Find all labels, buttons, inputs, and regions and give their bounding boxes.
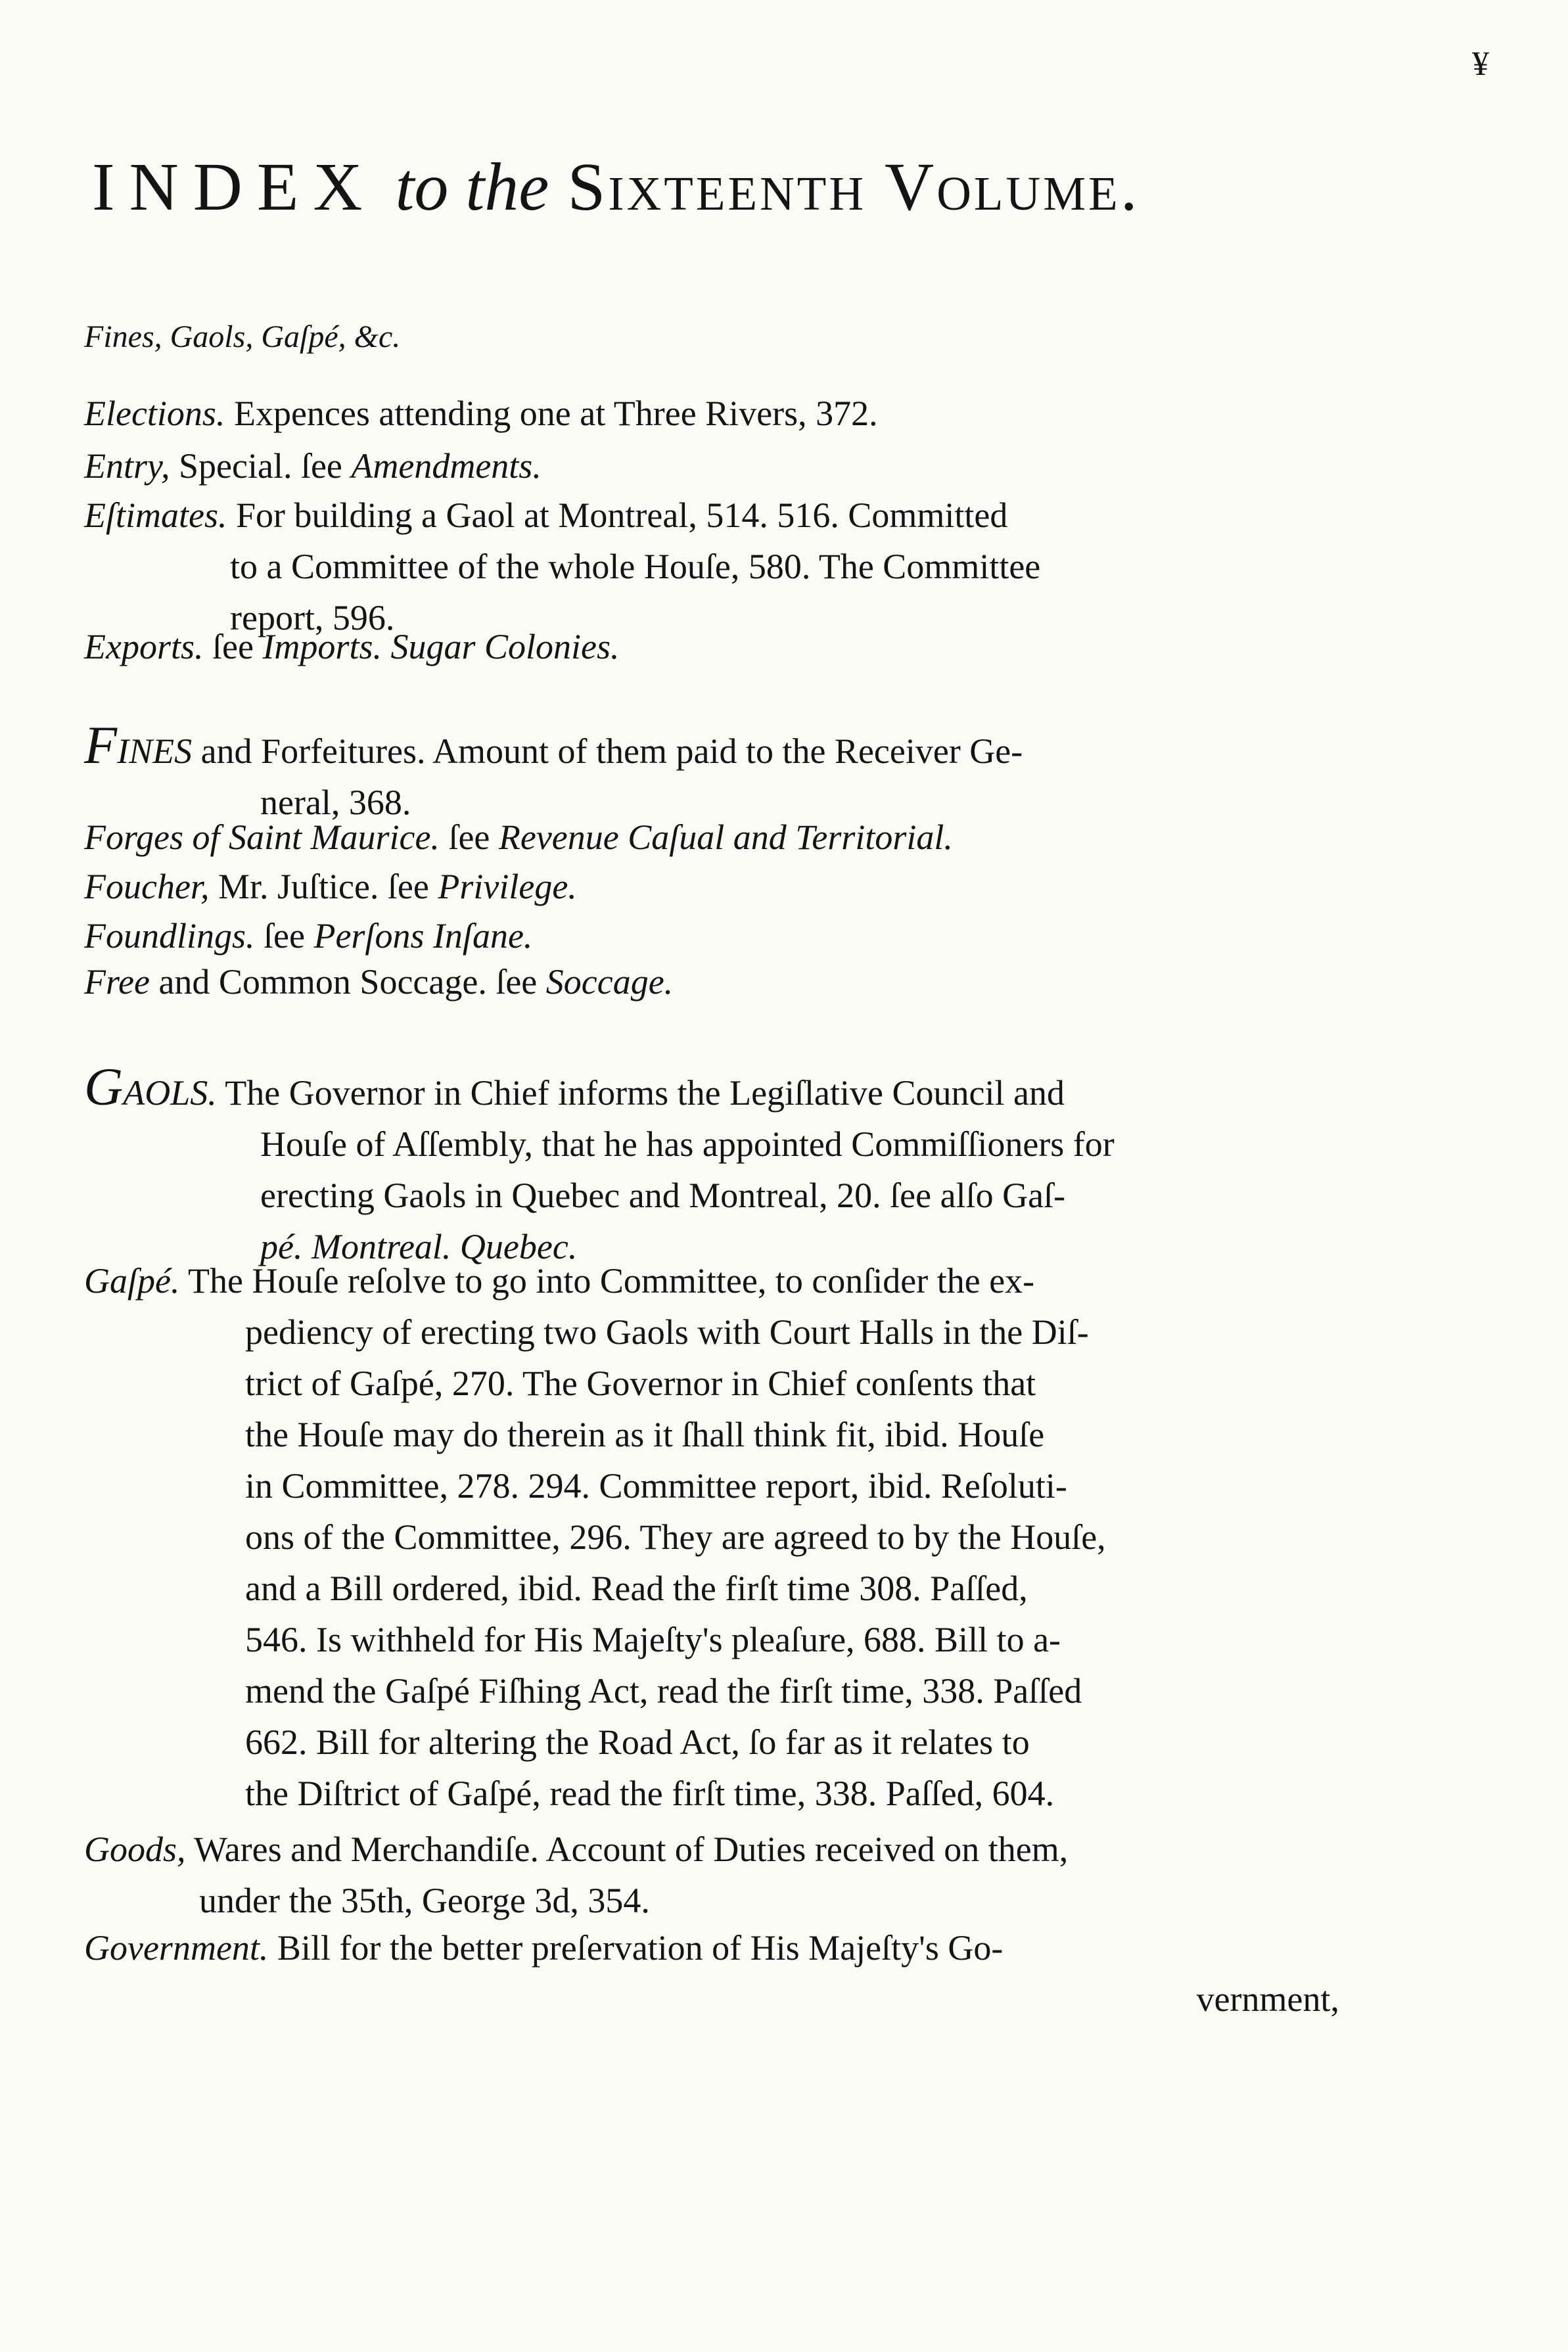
entry-text: Mr. Juſtice. ſee: [218, 867, 429, 906]
entry-line: 662. Bill for altering the Road Act, ſo far as it relates to: [245, 1722, 1030, 1762]
entry-gaspe: [84, 1255, 1339, 1819]
entry-line: Wares and Merchandiſe. Account of Duties received on them,: [194, 1830, 1069, 1869]
entry-head: Goods,: [84, 1830, 186, 1869]
entry-line: The Governor in Chief informs the Legiſlative Council and: [225, 1073, 1065, 1113]
entry-line: pé. Montreal. Quebec.: [260, 1227, 578, 1266]
entry-foundlings: [84, 910, 1339, 961]
entry-head: Foundlings.: [84, 916, 255, 956]
entry-line: under the 35th, George 3d, 354.: [199, 1881, 650, 1920]
entry-exports: [84, 621, 1339, 672]
entry-line: The Houſe reſolve to go into Committee, to conſider the ex-: [188, 1261, 1035, 1301]
page-title: [92, 148, 1140, 226]
entry-ref: Revenue Caſual and Territorial.: [498, 818, 953, 857]
entry-head: Forges of Saint Maurice.: [84, 818, 440, 857]
entry-line: vernment,: [1196, 1979, 1339, 2019]
entry-line: erecting Gaols in Quebec and Montreal, 20. ſee alſo Gaſ-: [260, 1176, 1066, 1215]
entry-head: Entry,: [84, 446, 170, 486]
entry-entry: [84, 440, 1339, 492]
section-word: AOLS.: [123, 1073, 217, 1113]
entry-ref: Privilege.: [438, 867, 577, 906]
entry-head: Free: [84, 962, 150, 1002]
entry-forges: [84, 812, 1339, 863]
section-word: INES: [117, 731, 193, 771]
entry-line: in Committee, 278. 294. Committee report, ibid. Reſoluti-: [245, 1466, 1067, 1506]
entry-head: Gaſpé.: [84, 1261, 180, 1301]
entry-text: Special. ſee: [179, 446, 342, 486]
entry-text: Expences attending one at Three Rivers, 372.: [233, 394, 878, 433]
entry-head: Foucher,: [84, 867, 210, 906]
title-sixteenth: Sixteenth: [567, 149, 867, 225]
section-letter: F: [84, 715, 118, 775]
entry-line: Houſe of Aſſembly, that he has appointed Commiſſioners for: [260, 1124, 1115, 1164]
entry-line: For building a Gaol at Montreal, 514. 516. Committed: [235, 496, 1008, 535]
entry-text: and Common Soccage. ſee: [158, 962, 538, 1002]
entry-text: ſee: [448, 818, 490, 857]
title-to-the: to the: [395, 149, 549, 225]
entry-free: [84, 956, 1339, 1007]
corner-mark: ¥: [1472, 45, 1489, 83]
entry-line: to a Committee of the whole Houſe, 580. The Committee: [230, 547, 1041, 586]
section-letter: G: [84, 1057, 124, 1117]
title-index: INDEX: [92, 149, 377, 225]
entry-line: report, 596.: [230, 598, 395, 637]
entry-line: and Forfeitures. Amount of them paid to the Receiver Ge-: [200, 731, 1023, 771]
entry-ref: Sugar Colonies.: [390, 627, 620, 666]
entry-ref: Imports.: [262, 627, 382, 666]
section-gaols: [84, 1057, 1339, 1272]
entry-line: pediency of erecting two Gaols with Court Halls in the Diſ-: [245, 1312, 1089, 1352]
entry-head: Elections.: [84, 394, 225, 433]
entry-head: Eſtimates.: [84, 496, 227, 535]
entry-line: the Diſtrict of Gaſpé, read the firſt time, 338. Paſſed, 604.: [245, 1774, 1055, 1813]
entry-line: 546. Is withheld for His Majeſty's pleaſure, 688. Bill to a-: [245, 1620, 1061, 1659]
entry-goods: [84, 1824, 1339, 1926]
entry-head: Exports.: [84, 627, 204, 666]
entry-text: ſee: [212, 627, 254, 666]
entry-line: the Houſe may do therein as it ſhall think fit, ibid. Houſe: [245, 1415, 1045, 1454]
entry-line: neral, 368.: [260, 783, 411, 822]
entry-government: [84, 1922, 1339, 2025]
entry-elections: [84, 388, 1339, 439]
entry-ref: Perſons Inſane.: [313, 916, 533, 956]
entry-text: ſee: [264, 916, 305, 956]
entry-foucher: [84, 861, 1339, 912]
entry-line: ons of the Committee, 296. They are agreed to by the Houſe,: [245, 1517, 1106, 1557]
entry-ref: Soccage.: [545, 962, 674, 1002]
entry-line: mend the Gaſpé Fiſhing Act, read the firſt time, 338. Paſſed: [245, 1671, 1082, 1711]
entry-line: Bill for the better preſervation of His Majeſty's Go-: [277, 1928, 1003, 1968]
running-head: Fines, Gaols, Gaſpé, &c.: [84, 319, 401, 354]
entry-line: and a Bill ordered, ibid. Read the firſt time 308. Paſſed,: [245, 1569, 1028, 1608]
entry-line: trict of Gaſpé, 270. The Governor in Chief conſents that: [245, 1364, 1036, 1403]
entry-head: Government.: [84, 1928, 269, 1968]
title-volume: Volume.: [885, 149, 1140, 225]
entry-ref: Amendments.: [351, 446, 542, 486]
entry-estimates: [84, 490, 1339, 643]
